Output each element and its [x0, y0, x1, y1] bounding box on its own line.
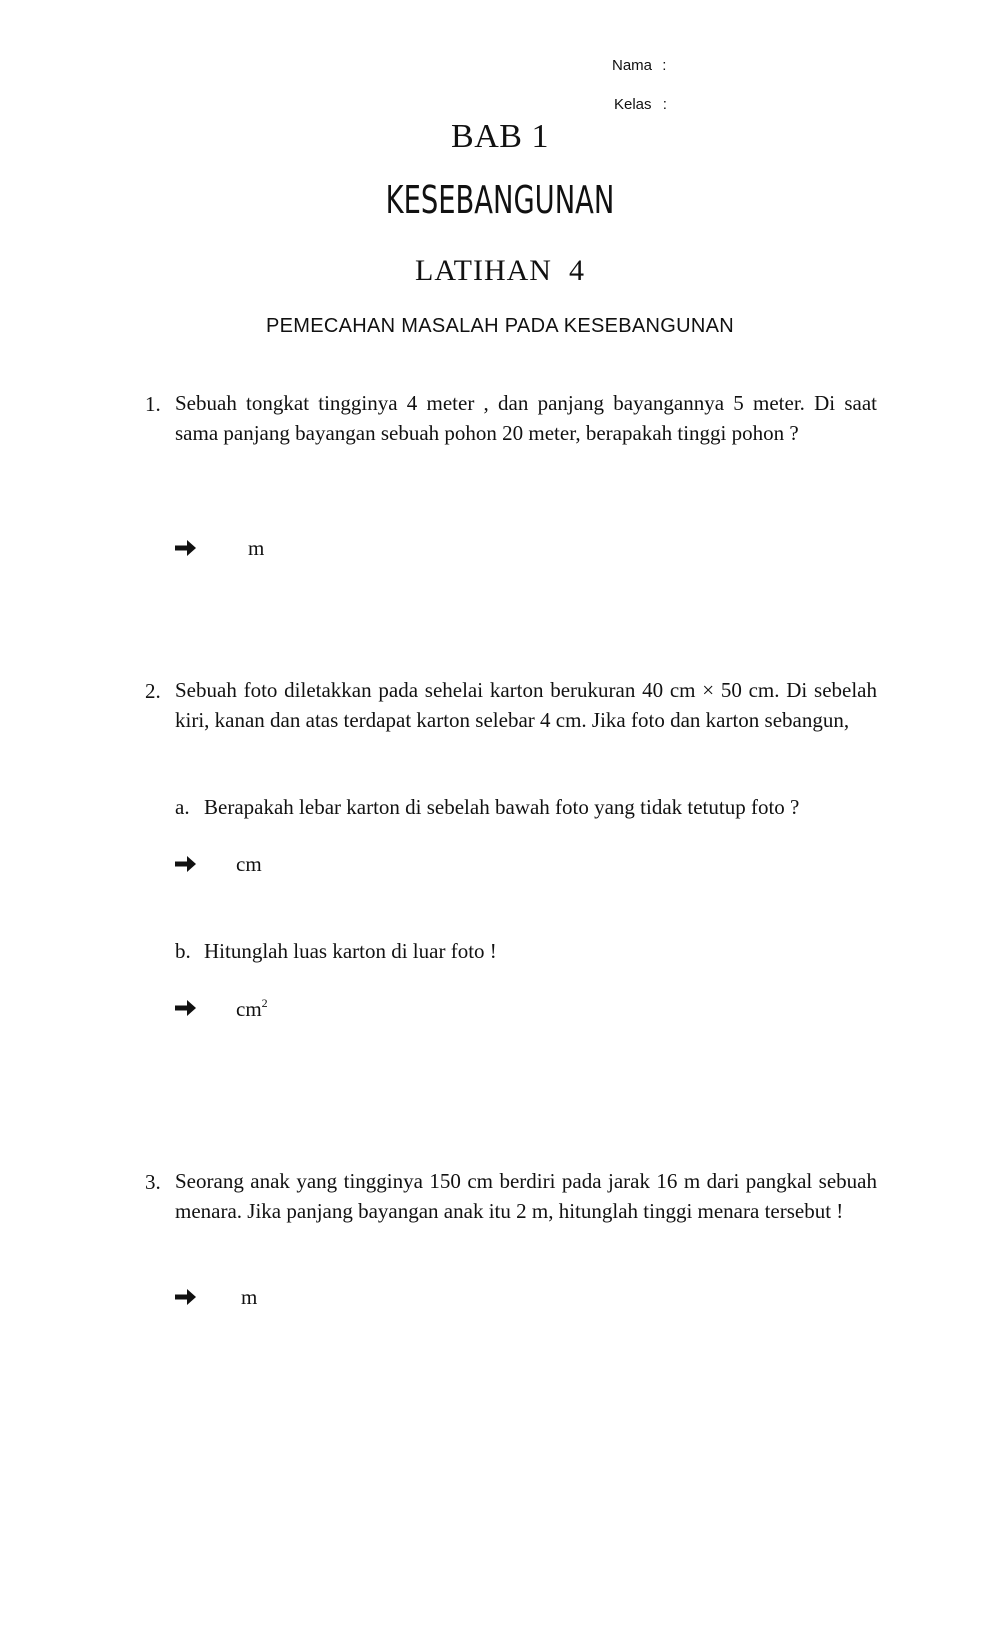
- kelas-colon: :: [662, 96, 667, 113]
- kelas-field: [614, 96, 667, 113]
- question-1-text: Sebuah tongkat tingginya 4 meter , dan panjang bayangannya 5 meter. Di saat sama panjang bayangan sebuah pohon 20 meter, berapakah tinggi pohon ?: [175, 391, 877, 445]
- nama-colon: :: [662, 57, 667, 74]
- question-3-number: 3.: [145, 1170, 161, 1194]
- arrow-right-icon: [175, 539, 197, 557]
- question-2-number: 2.: [145, 679, 161, 703]
- question-2b-text: Hitunglah luas karton di luar foto !: [204, 939, 497, 963]
- question-3-text: Seorang anak yang tingginya 150 cm berdiri pada jarak 16 m dari pangkal sebuah menara. Jika panjang bayangan anak itu 2 m, hitunglah tinggi menara tersebut !: [175, 1169, 877, 1223]
- topic-title: KESEBANGUNAN: [385, 178, 615, 222]
- question-2a-text: Berapakah lebar karton di sebelah bawah foto yang tidak tetutup foto ?: [204, 795, 800, 819]
- question-2a-label: a.: [175, 795, 190, 819]
- arrow-right-icon: [175, 1288, 197, 1306]
- question-2-text: Sebuah foto diletakkan pada sehelai karton berukuran 40 cm × 50 cm. Di sebelah kiri, kanan dan atas terdapat karton selebar 4 cm. Jika foto dan karton sebangun,: [175, 678, 877, 732]
- nama-label: Nama: [612, 57, 653, 74]
- section-subtitle: PEMECAHAN MASALAH PADA KESEBANGUNAN: [265, 315, 735, 337]
- kelas-label: Kelas: [614, 96, 652, 113]
- question-3-answer-unit: m: [241, 1285, 258, 1309]
- question-2a-answer-unit: cm: [236, 852, 262, 876]
- question-1-answer-unit: m: [248, 536, 265, 560]
- question-1-number: 1.: [145, 392, 161, 416]
- question-2b-answer-unit: [236, 996, 268, 1022]
- question-2b-label: b.: [175, 939, 191, 963]
- arrow-right-icon: [175, 855, 197, 873]
- chapter-title: BAB 1: [451, 118, 549, 155]
- unit-exponent: 2: [261, 996, 268, 1010]
- arrow-right-icon: [175, 999, 197, 1017]
- unit-text: cm: [236, 997, 262, 1021]
- exercise-title: LATIHAN 4: [415, 254, 585, 287]
- nama-field: [612, 57, 666, 74]
